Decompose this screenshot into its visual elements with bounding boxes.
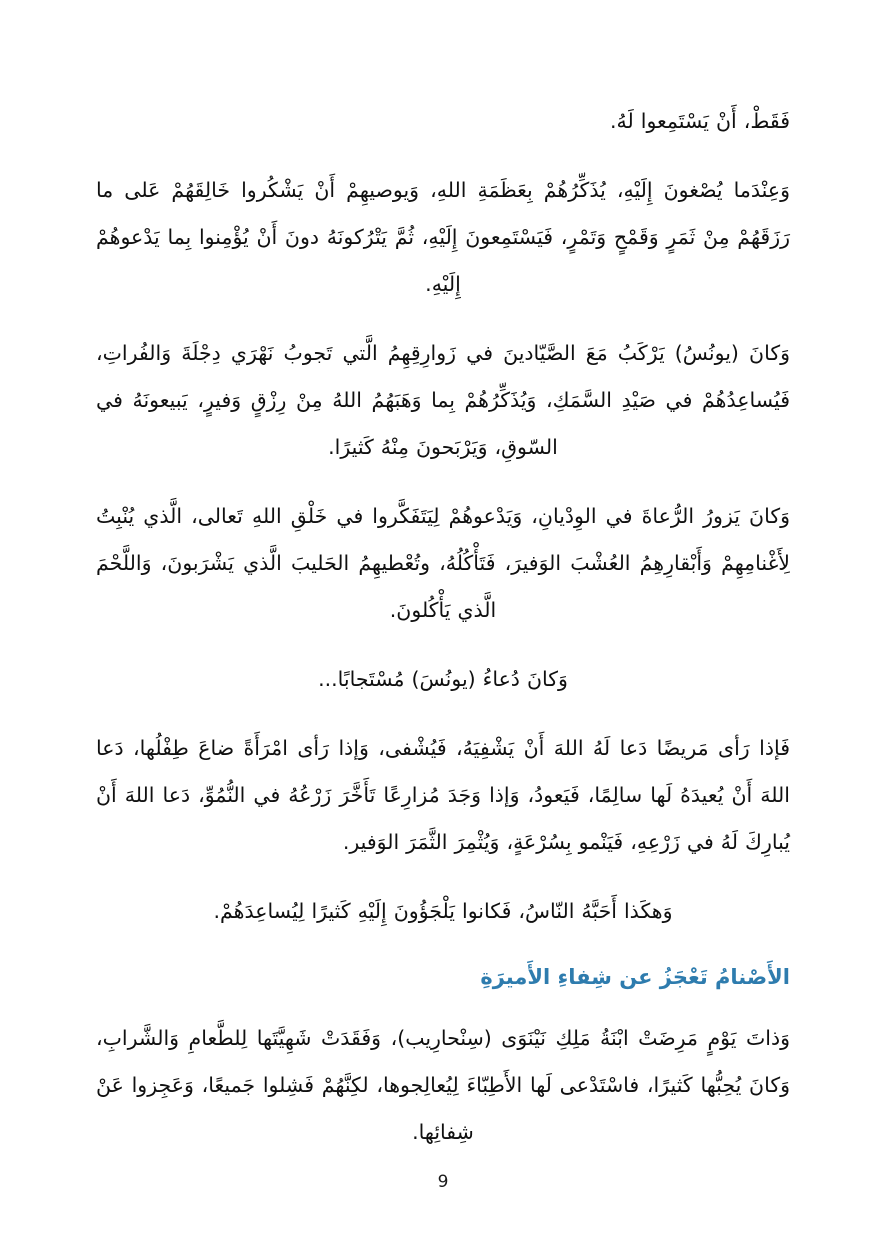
paragraph-1: فَقَطْ، أَنْ يَسْتَمِعوا لَهُ. — [609, 109, 790, 133]
paragraph-8: وَذاتَ يَوْمٍ مَرِضَتْ ابْنَةُ مَلِكِ نَيْنَوَى (سِنْحارِيب)، وَفَقَدَتْ شَهِيَّتَها لِلطَّعامِ وَالشَّرابِ، وَكانَ يُحِبُّها كَثيرًا، فاسْتَدْعى لَها الأَطِبّاءَ لِيُعالِجوها، لكِنَّهُمْ فَشِلوا جَميعًا، وَعَجِزوا عَنْ شِفائِها. — [96, 1026, 790, 1144]
paragraph-5: وَكانَ دُعاءُ (يونُسَ) مُسْتَجابًا... — [318, 667, 568, 691]
paragraph-2: وَعِنْدَما يُصْغونَ إِلَيْهِ، يُذَكِّرُهُمْ بِعَظَمَةِ اللهِ، وَيوصيهِمْ أَنْ يَشْكُروا خَالِقَهُمْ عَلى ما رَزَقَهُمْ مِنْ ثَمَرٍ وَقَمْحٍ وَتَمْرٍ، فَيَسْتَمِعونَ إِلَيْهِ، ثُمَّ يَتْرُكونَهُ دونَ أَنْ يُؤْمِنوا بِما يَدْعوهُمْ إِلَيْهِ. — [96, 178, 790, 296]
page-number: 9 — [437, 1172, 449, 1192]
paragraph-4: وَكانَ يَزورُ الرُّعاةَ في الوِدْيانِ، وَيَدْعوهُمْ لِيَتَفَكَّروا في خَلْقِ اللهِ تَعالى، الَّذي يُنْبِتُ لِأَغْنامِهِمْ وَأَبْقارِهِمُ العُشْبَ الوَفيرَ، فَتَأْكُلُهُ، وتُعْطيهِمُ الحَليبَ الَّذي يَشْرَبونَ، وَاللَّحْمَ الَّذي يَأْكُلونَ. — [96, 504, 790, 622]
paragraph-7: وَهكَذا أَحَبَّهُ النّاسُ، فَكانوا يَلْجَؤُونَ إِلَيْهِ كَثيرًا لِيُساعِدَهُمْ. — [213, 899, 673, 923]
page-content — [96, 98, 790, 1178]
paragraph-6: فَإذا رَأى مَريضًا دَعا لَهُ اللهَ أَنْ يَشْفِيَهُ، فَيُشْفى، وَإذا رَأى امْرَأَةً ضاعَ طِفْلُها، دَعا اللهَ أَنْ يُعيدَهُ لَها سالِمًا، فَيَعودُ، وَإذا وَجَدَ مُزارِعًا تَأَخَّرَ زَرْعُهُ في النُّمُوِّ، دَعا اللهَ أَنْ يُبارِكَ لَهُ في زَرْعِهِ، فَيَنْمو بِسُرْعَةٍ، وَيُثْمِرَ الثَّمَرَ الوَفير. — [96, 736, 790, 854]
section-heading: الأَصْنامُ تَعْجَزُ عن شِفاءِ الأَميرَةِ — [480, 965, 790, 989]
paragraph-3: وَكانَ (يونُسُ) يَرْكَبُ مَعَ الصَّيّادينَ في زَوارِقِهِمُ الَّتي تَجوبُ نَهْرَي دِجْلَةَ وَالفُراتِ، فَيُساعِدُهُمْ في صَيْدِ السَّمَكِ، وَيُذَكِّرُهُمْ بِما وَهَبَهُمُ اللهُ مِنْ رِزْقٍ وَفيرٍ، يَبيعونَهُ في السّوقِ، وَيَرْبَحونَ مِنْهُ كَثيرًا. — [96, 341, 790, 459]
